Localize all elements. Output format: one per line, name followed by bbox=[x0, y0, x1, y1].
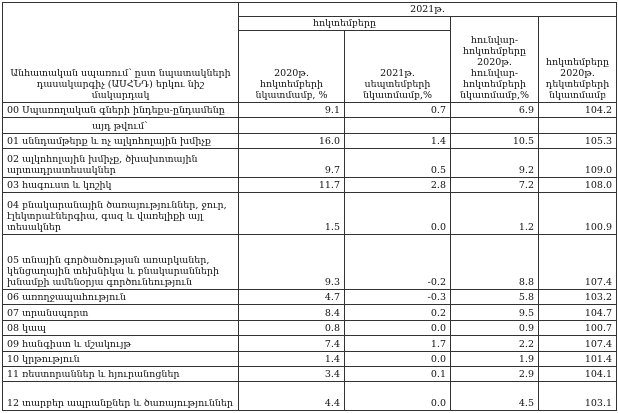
value-september: 0.2 bbox=[345, 305, 451, 320]
row-label: այդ թվում` bbox=[3, 118, 239, 133]
value-prev-year: 4.4 bbox=[239, 382, 345, 411]
value-september: 1.7 bbox=[345, 336, 451, 351]
value-september: 0.7 bbox=[345, 103, 451, 118]
table-row bbox=[3, 289, 617, 304]
value-jan-oct bbox=[451, 118, 539, 133]
september-header: 2021թ. սեպտեմբերի նկատմամբ,% bbox=[345, 31, 451, 103]
value-jan-oct: 6.9 bbox=[451, 103, 539, 118]
value-jan-oct: 1.2 bbox=[451, 193, 539, 235]
value-prev-year: 4.7 bbox=[239, 289, 345, 304]
table-row bbox=[3, 305, 617, 320]
value-jan-oct: 2.9 bbox=[451, 366, 539, 381]
value-dec: 101.4 bbox=[539, 351, 617, 366]
value-prev-year bbox=[239, 118, 345, 133]
value-dec: 100.9 bbox=[539, 193, 617, 235]
value-prev-year: 8.4 bbox=[239, 305, 345, 320]
row-label: 05 տնային գործածության առարկաներ, կենցաղային տեխնիկա և բնակարանների խնամքի ամենօրյա գործունեություն bbox=[3, 234, 239, 289]
value-prev-year: 1.5 bbox=[239, 193, 345, 235]
value-prev-year: 0.8 bbox=[239, 320, 345, 335]
value-september: -0.3 bbox=[345, 289, 451, 304]
row-label: 06 առողջապահություն bbox=[3, 289, 239, 304]
value-jan-oct: 1.9 bbox=[451, 351, 539, 366]
value-dec: 107.4 bbox=[539, 234, 617, 289]
value-dec: 104.1 bbox=[539, 366, 617, 381]
value-dec: 100.7 bbox=[539, 320, 617, 335]
value-prev-year: 9.3 bbox=[239, 234, 345, 289]
value-dec: 109.0 bbox=[539, 149, 617, 178]
row-label: 00 Սպառողական գների ինդեքս-ընդամենը bbox=[3, 103, 239, 118]
value-september: 0.0 bbox=[345, 351, 451, 366]
value-september: 0.5 bbox=[345, 149, 451, 178]
row-label: 02 ալկոհոլային խմիչք, ծխախոտային արտադրատեսակներ bbox=[3, 149, 239, 178]
prev-year-header: 2020թ. հոկտեմբերի նկատմամբ, % bbox=[239, 31, 345, 103]
value-september: -0.2 bbox=[345, 234, 451, 289]
row-label: 12 տարբեր ապրանքներ և ծառայություններ bbox=[3, 382, 239, 411]
row-label: 03 հագուստ և կոշիկ bbox=[3, 177, 239, 192]
value-jan-oct: 5.8 bbox=[451, 289, 539, 304]
jan-oct-header: հունվար-հոկտեմբերը 2020թ. հունվար-հոկտեմբերի նկատմամբ,% bbox=[451, 17, 539, 103]
row-label: 11 ռեստորաններ և հյուրանոցներ bbox=[3, 366, 239, 381]
value-jan-oct: 9.5 bbox=[451, 305, 539, 320]
table-row bbox=[3, 118, 617, 133]
october-header: հոկտեմբերը bbox=[239, 17, 451, 31]
value-jan-oct: 4.5 bbox=[451, 382, 539, 411]
value-dec bbox=[539, 118, 617, 133]
table-row bbox=[3, 193, 617, 235]
value-dec: 103.1 bbox=[539, 382, 617, 411]
value-jan-oct: 9.2 bbox=[451, 149, 539, 178]
table-row bbox=[3, 366, 617, 381]
value-jan-oct: 7.2 bbox=[451, 177, 539, 192]
value-dec: 103.2 bbox=[539, 289, 617, 304]
dec-header: հոկտեմբերը 2020թ. դեկտեմբերի նկատմամբ bbox=[539, 17, 617, 103]
row-label: 01 սննդամթերք և ոչ ալկոհոլային խմիչք bbox=[3, 133, 239, 148]
year-header: 2021թ. bbox=[239, 3, 617, 17]
value-september: 0.0 bbox=[345, 193, 451, 235]
row-label: 07 տրանսպորտ bbox=[3, 305, 239, 320]
value-september bbox=[345, 118, 451, 133]
table-row bbox=[3, 320, 617, 335]
table-row bbox=[3, 177, 617, 192]
value-prev-year: 16.0 bbox=[239, 133, 345, 148]
value-september: 1.4 bbox=[345, 133, 451, 148]
value-prev-year: 9.1 bbox=[239, 103, 345, 118]
value-jan-oct: 10.5 bbox=[451, 133, 539, 148]
value-dec: 104.2 bbox=[539, 103, 617, 118]
value-prev-year: 11.7 bbox=[239, 177, 345, 192]
value-dec: 105.3 bbox=[539, 133, 617, 148]
value-september: 2.8 bbox=[345, 177, 451, 192]
value-september: 0.1 bbox=[345, 366, 451, 381]
row-label: 04 բնակարանային ծառայություններ, ջուր, էլեկտրաէներգիա, գազ և վառելիքի այլ տեսակներ bbox=[3, 193, 239, 235]
value-september: 0.0 bbox=[345, 320, 451, 335]
row-label: 08 կապ bbox=[3, 320, 239, 335]
table-row bbox=[3, 103, 617, 118]
table-row bbox=[3, 133, 617, 148]
value-dec: 108.0 bbox=[539, 177, 617, 192]
table-row bbox=[3, 234, 617, 289]
value-prev-year: 1.4 bbox=[239, 351, 345, 366]
value-jan-oct: 2.2 bbox=[451, 336, 539, 351]
table-row bbox=[3, 336, 617, 351]
value-dec: 104.7 bbox=[539, 305, 617, 320]
value-jan-oct: 0.9 bbox=[451, 320, 539, 335]
table-row bbox=[3, 351, 617, 366]
row-label: 09 հանգիստ և մշակույթ bbox=[3, 336, 239, 351]
value-prev-year: 7.4 bbox=[239, 336, 345, 351]
value-september: 0.0 bbox=[345, 382, 451, 411]
value-dec: 107.4 bbox=[539, 336, 617, 351]
value-prev-year: 9.7 bbox=[239, 149, 345, 178]
value-jan-oct: 8.8 bbox=[451, 234, 539, 289]
label-column-header: Անհատական սպառում՝ ըստ նպատակների դասակարգիչ (ԱՍՀՆԴ) երկու նիշ մակարդակ bbox=[3, 3, 239, 103]
cpi-table bbox=[2, 2, 617, 411]
table-row bbox=[3, 382, 617, 411]
table-row bbox=[3, 149, 617, 178]
row-label: 10 կրթություն bbox=[3, 351, 239, 366]
value-prev-year: 3.4 bbox=[239, 366, 345, 381]
